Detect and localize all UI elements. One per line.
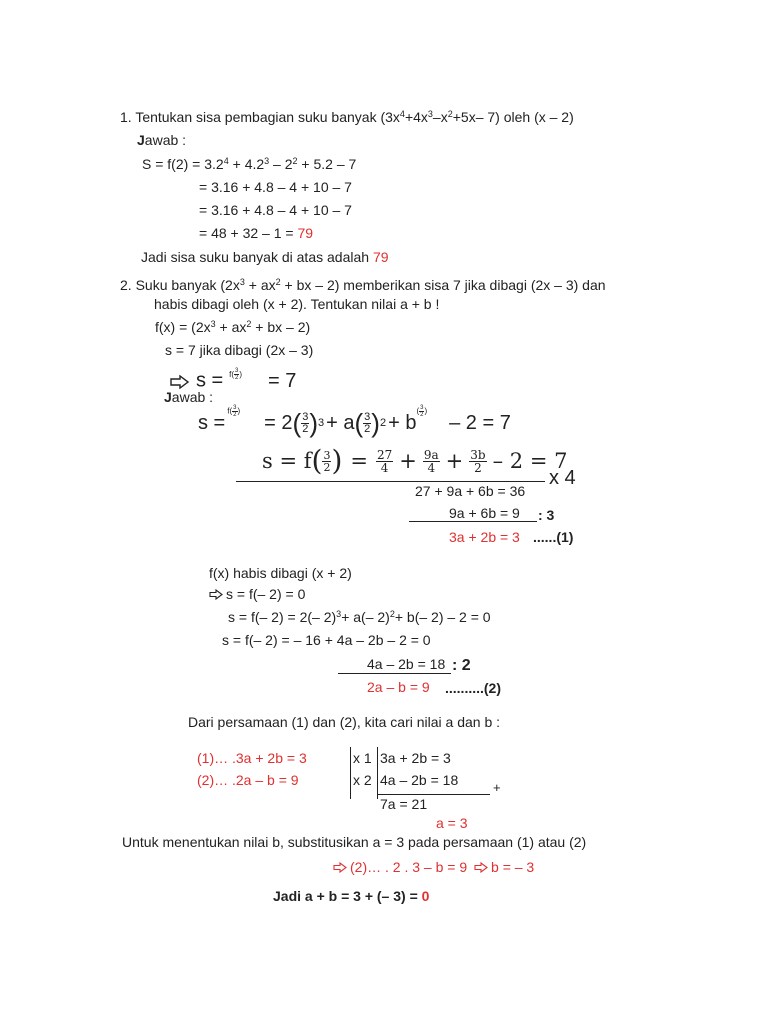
- right-arrow-icon: [474, 861, 488, 875]
- q2-statement-line1: 2. Suku banyak ($2x^3 + ax^2$ + bx – 2) memberikan sisa 7 jika dibagi (2x – 3) dan: [120, 277, 606, 293]
- q2-times-4: x 4: [549, 467, 576, 489]
- q1-step-3: = 3.16 + 4.8 – 4 + 10 – 7: [199, 202, 352, 218]
- q1-jawab-label: Jawab :: [137, 132, 187, 148]
- q2-s-condition: s = 7 jika dibagi (2x – 3): [165, 342, 314, 358]
- q2-dari: Dari persamaan (1) dan (2), kita cari nilai a dan b :: [188, 714, 501, 730]
- q2-habis-1: f(x) habis dibagi (x + 2): [209, 565, 352, 581]
- a-result: a = 3: [436, 815, 468, 831]
- right-arrow-icon: [333, 861, 347, 875]
- q2-divide-2: : 2: [452, 657, 471, 674]
- q1-statement: 1. Tentukan sisa pembagian suku banyak ($3x^4+4x^3-x^2+5x-$ 7) oleh (x – 2): [120, 109, 574, 125]
- q2-substitution: (2)… . 2 . 3 – b = 9 b = – 3: [333, 860, 534, 875]
- eliminated-eq-2: 4a – 2b = 18: [380, 772, 459, 788]
- multiplier-1: x 1: [353, 750, 372, 766]
- elimination-sum: 7a = 21: [380, 796, 428, 812]
- q2-habis-3: s = f(– 2) = 2(– 2)$^3$+ a(– 2)$^2$+ b(– 2) – 2 = 0: [228, 609, 491, 625]
- q2-equation-1-tag: ......(1): [533, 529, 574, 545]
- divider-line: [236, 481, 545, 482]
- q2-habis-5: 4a – 2b = 18: [367, 656, 446, 672]
- q2-arrow-line: s = $^{f( \frac{3}{2} )}$ = 7: [170, 368, 296, 391]
- divider-line: [409, 521, 537, 522]
- q2-big-equation: s = f( $\frac{3}{2}$ ) = 2 ( $\frac{3}{2}$ ) 3 + a ( $\frac{3}{2}$ ) 2 + b ( $\frac{3}{2}$ ) – 2 = 7: [198, 405, 511, 438]
- q2-divide-3: : 3: [538, 507, 555, 523]
- q1-step-4: = 48 + 32 – 1 = 79: [199, 225, 314, 241]
- q1-conclusion: Jadi sisa suku banyak di atas adalah 79: [141, 249, 389, 265]
- plus-sign: +: [493, 780, 501, 795]
- q1-answer: 79: [372, 249, 389, 265]
- right-arrow-icon: [209, 588, 223, 602]
- q1-step-1: $S = f(2) = 3.2^4 + 4.2^3 - 2^2 + 5.2 - 7$: [142, 156, 357, 172]
- q2-system-eq-1: (1)… .3a + 2b = 3: [197, 750, 307, 766]
- q2-habis-2: s = f(– 2) = 0: [209, 587, 305, 602]
- eliminated-eq-1: 3a + 2b = 3: [380, 750, 451, 766]
- q2-jawab-label: Jawab :: [164, 389, 214, 405]
- final-answer-value: 0: [421, 888, 430, 904]
- q2-fx: $f(x) = (2x^3 + ax^2$ + bx – 2): [155, 319, 311, 335]
- q2-equation-2: 2a – b = 9: [367, 679, 430, 695]
- q2-untuk: Untuk menentukan nilai b, substitusikan a = 3 pada persamaan (1) atau (2): [122, 834, 587, 850]
- q2-serif-equation: s = f ( $\frac{3}{2}$ ) = $\frac{27}{4}$ + $\frac{9a}{4}$ + $\frac{3b}{2}$ – 2 = 7: [262, 444, 568, 477]
- q2-equation-2-tag: ..........(2): [445, 680, 502, 696]
- q2-result-1: 27 + 9a + 6b = 36: [415, 483, 526, 499]
- q1-step-2: = 3.16 + 4.8 – 4 + 10 – 7: [199, 179, 352, 195]
- final-answer: Jadi a + b = 3 + (– 3) = 0: [273, 888, 430, 904]
- q2-statement-line2: habis dibagi oleh (x + 2). Tentukan nilai a + b !: [154, 296, 440, 312]
- q2-habis-4: s = f(– 2) = – 16 + 4a – 2b – 2 = 0: [222, 632, 431, 648]
- elimination-bar-left: [350, 747, 351, 799]
- divider-line: [338, 673, 451, 674]
- q1-step-4-result: 79: [297, 225, 314, 241]
- elimination-bar-right: [377, 747, 378, 799]
- q2-system-eq-2: (2)… .2a – b = 9: [197, 772, 299, 788]
- q2-result-2: 9a + 6b = 9: [449, 505, 520, 521]
- divider-line: [377, 794, 490, 795]
- multiplier-2: x 2: [353, 772, 372, 788]
- b-result: b = – 3: [491, 859, 535, 875]
- q2-equation-1: 3a + 2b = 3: [449, 529, 520, 545]
